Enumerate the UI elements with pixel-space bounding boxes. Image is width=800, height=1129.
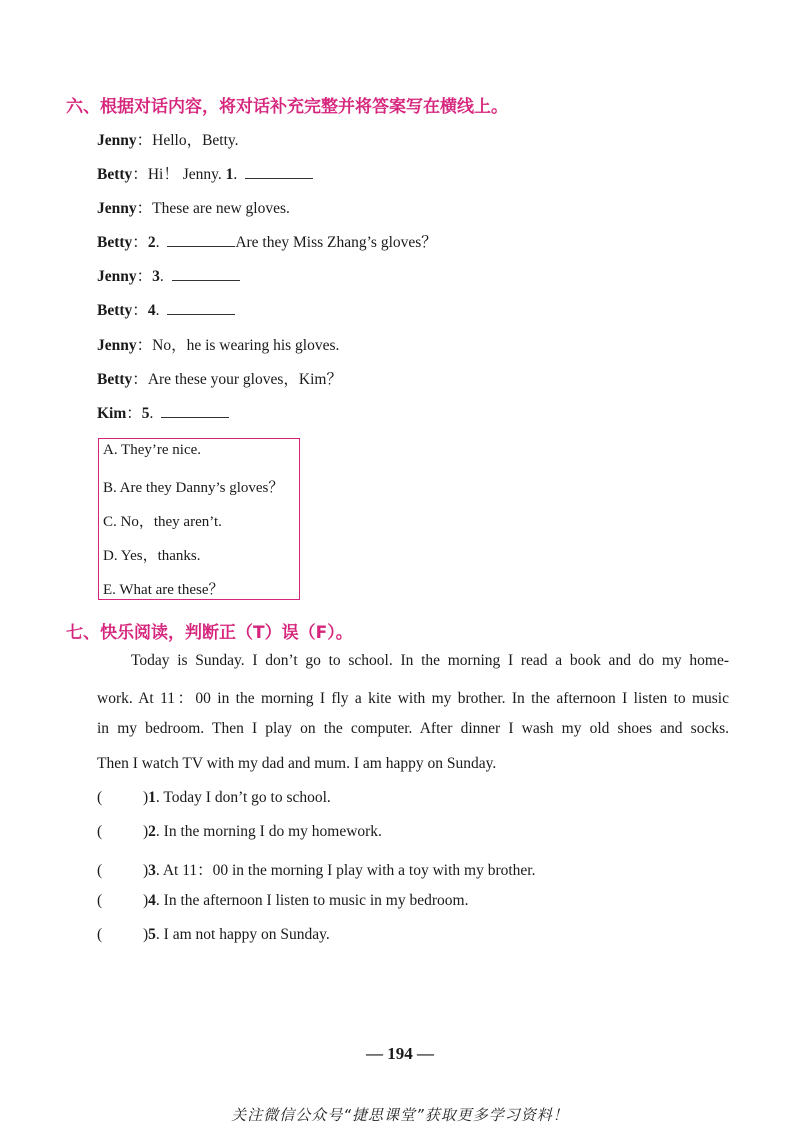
dialogue-line bbox=[97, 128, 239, 150]
question-number: 2 bbox=[147, 234, 156, 251]
question-number: 3 bbox=[148, 862, 156, 879]
dialogue-line bbox=[97, 367, 342, 389]
answer-blank[interactable] bbox=[245, 164, 313, 179]
line-text: Are these your gloves，Kim？ bbox=[147, 371, 342, 388]
passage-line: Then I watch TV with my dad and mum. I am happy on Sunday. bbox=[97, 755, 497, 772]
answer-blank[interactable] bbox=[161, 403, 229, 418]
statement-text: . In the morning I do my homework. bbox=[155, 823, 382, 840]
dialogue-line: Jenny：3. bbox=[97, 264, 240, 286]
dialogue-line: Betty：4. bbox=[97, 298, 235, 320]
tf-item: ( )4. In the afternoon I listen to music in my bedroom. bbox=[97, 892, 469, 909]
question-number: 1 bbox=[225, 166, 234, 183]
answer-parentheses[interactable]: ( bbox=[97, 926, 103, 943]
answer-parentheses[interactable]: ( bbox=[97, 789, 103, 806]
separator: ： bbox=[136, 200, 153, 217]
option-d: D. Yes，thanks. bbox=[103, 548, 201, 564]
dialogue-line bbox=[97, 196, 290, 218]
speaker: Jenny bbox=[97, 268, 137, 285]
speaker: Betty bbox=[97, 302, 133, 319]
question-number: 3 bbox=[152, 268, 160, 285]
separator: ： bbox=[126, 405, 142, 422]
answer-blank[interactable] bbox=[167, 300, 235, 315]
speaker: Jenny bbox=[97, 337, 137, 354]
question-number: 5 bbox=[148, 926, 156, 943]
speaker: Jenny bbox=[97, 132, 137, 149]
tf-item: ( )5. I am not happy on Sunday. bbox=[97, 926, 330, 943]
passage-line: Today is Sunday. I don’t go to school. In the morning I read a book and do my home- bbox=[131, 652, 729, 669]
answer-options-box bbox=[98, 438, 300, 600]
line-text: These are new gloves. bbox=[152, 200, 290, 217]
section-7-title: 七、快乐阅读，判断正（T）误（F）。 bbox=[66, 623, 353, 643]
separator: ： bbox=[136, 337, 153, 354]
question-number: 1 bbox=[148, 789, 156, 806]
separator: ： bbox=[132, 234, 148, 251]
separator: ： bbox=[136, 132, 153, 149]
line-prefix: Hi！ Jenny. bbox=[147, 166, 226, 183]
separator: ： bbox=[132, 302, 148, 319]
tf-item: ( )3. At 11：00 in the morning I play with a toy with my brother. bbox=[97, 862, 536, 879]
answer-parentheses[interactable]: ( bbox=[97, 892, 103, 909]
speaker: Kim bbox=[97, 405, 127, 422]
separator: ： bbox=[136, 268, 153, 285]
option-b: B. Are they Danny’s gloves？ bbox=[103, 480, 284, 496]
speaker: Betty bbox=[97, 371, 133, 388]
speaker: Jenny bbox=[97, 200, 137, 217]
passage-line: in my bedroom. Then I play on the computer. After dinner I wash my old shoes and socks. bbox=[97, 720, 729, 737]
option-c: C. No，they aren’t. bbox=[103, 514, 222, 530]
statement-text: . In the afternoon I listen to music in my bedroom. bbox=[155, 892, 469, 909]
statement-text: . I am not happy on Sunday. bbox=[155, 926, 330, 943]
dialogue-line: Betty：Hi！ Jenny. 1. bbox=[97, 162, 313, 184]
footer-note: 关注微信公众号“捷思课堂”获取更多学习资料！ bbox=[231, 1106, 569, 1124]
line-text: No，he is wearing his gloves. bbox=[152, 337, 340, 354]
statement-text: . Today I don’t go to school. bbox=[155, 789, 331, 806]
question-number: 2 bbox=[148, 823, 156, 840]
dialogue-line: Kim：5. bbox=[97, 401, 229, 423]
question-number: 4 bbox=[147, 302, 156, 319]
question-number: 5 bbox=[141, 405, 150, 422]
speaker: Betty bbox=[97, 166, 133, 183]
question-number: 4 bbox=[148, 892, 156, 909]
dialogue-line: Betty：2. Are they Miss Zhang’s gloves？ bbox=[97, 234, 437, 251]
speaker: Betty bbox=[97, 234, 133, 251]
tf-item: ( )1. Today I don’t go to school. bbox=[97, 789, 331, 806]
option-e: E. What are these？ bbox=[103, 582, 224, 598]
answer-parentheses[interactable]: ( bbox=[97, 862, 103, 879]
separator: ： bbox=[132, 166, 148, 183]
line-text: Are they Miss Zhang’s gloves？ bbox=[235, 234, 437, 251]
answer-parentheses[interactable]: ( bbox=[97, 823, 103, 840]
answer-blank[interactable] bbox=[172, 266, 240, 281]
tf-item: ( )2. In the morning I do my homework. bbox=[97, 823, 382, 840]
dialogue-line bbox=[97, 333, 339, 355]
answer-blank[interactable] bbox=[167, 232, 235, 247]
line-text: Hello，Betty. bbox=[152, 132, 239, 149]
option-a: A. They’re nice. bbox=[103, 442, 202, 458]
passage-line: work. At 11：00 in the morning I fly a kite with my brother. In the afternoon I listen to music bbox=[97, 690, 729, 707]
page-number: — 194 — bbox=[366, 1044, 434, 1063]
statement-text: . At 11：00 in the morning I play with a toy with my brother. bbox=[155, 862, 536, 879]
section-6-title: 六、根据对话内容，将对话补充完整并将答案写在横线上。 bbox=[66, 97, 508, 117]
separator: ： bbox=[132, 371, 148, 388]
